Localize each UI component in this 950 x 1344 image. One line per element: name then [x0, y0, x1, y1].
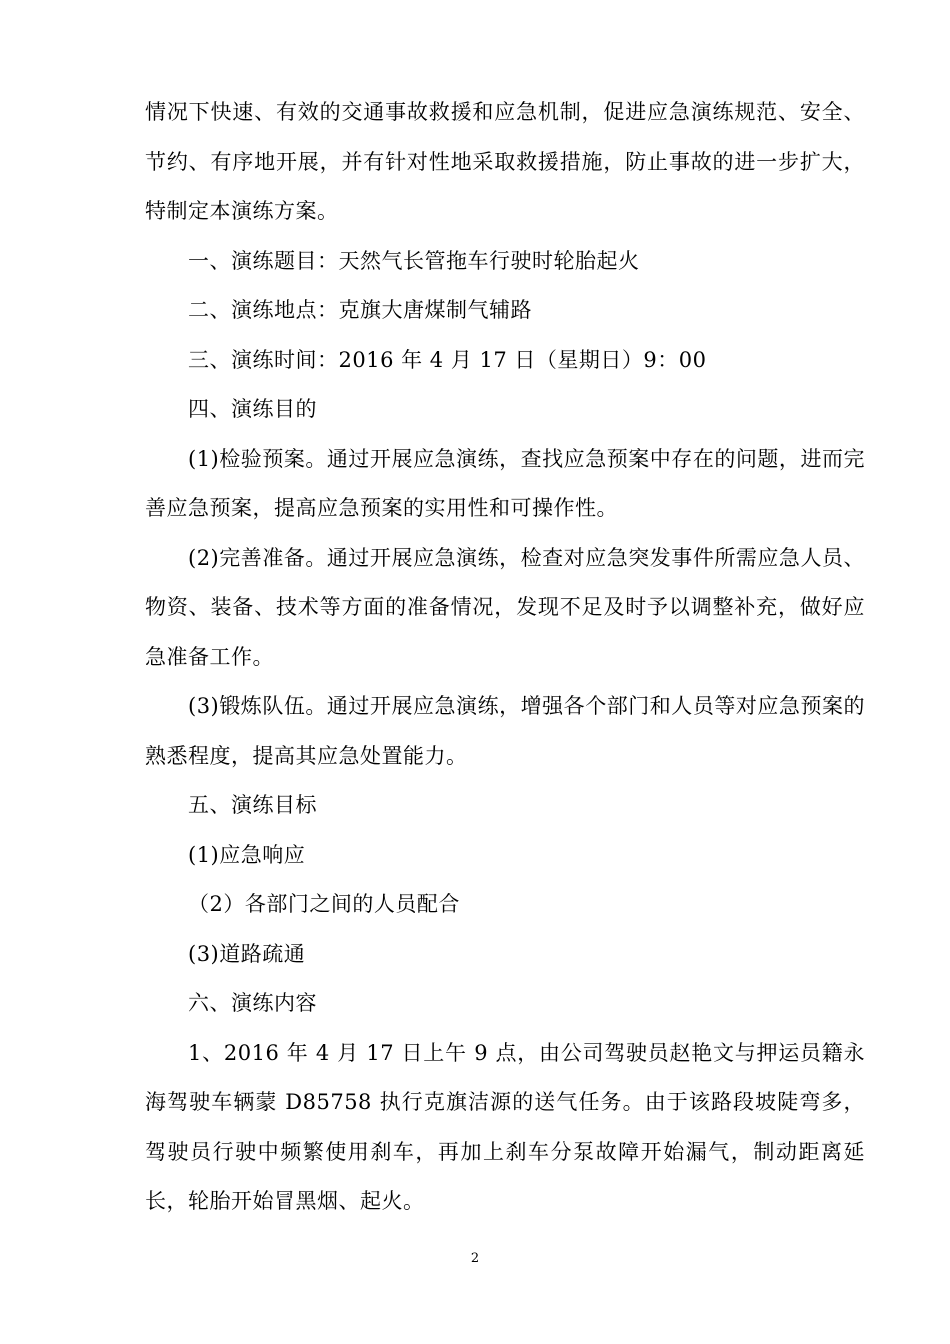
paragraph-goal-2: （2）各部门之间的人员配合	[188, 892, 460, 916]
paragraph-goal-1: (1)应急响应	[188, 842, 306, 867]
paragraph-drill-time: 三、演练时间：2016 年 4 月 17 日（星期日）9：00	[188, 347, 707, 372]
paragraph-goal-3: (3)道路疏通	[188, 941, 306, 966]
paragraph-purpose-2: (2)完善准备。通过开展应急演练，检查对应急突发事件所需应急人员、物资、装备、技术等方面的准备情况，发现不足及时予以调整补充，做好应急准备工作。	[145, 545, 865, 669]
heading-drill-goal: 五、演练目标	[188, 793, 317, 817]
heading-drill-purpose: 四、演练目的	[188, 397, 317, 421]
paragraph-content-1: 1、2016 年 4 月 17 日上午 9 点，由公司驾驶员赵艳文与押运员籍永海驾驶车辆蒙 D85758 执行克旗洁源的送气任务。由于该路段坡陡弯多，驾驶员行驶中频繁使用刹车，再加上刹车分泵故障开始漏气，制动距离延长，轮胎开始冒黑烟、起火。	[145, 1040, 865, 1213]
paragraph-intro-continuation: 情况下快速、有效的交通事故救援和应急机制，促进应急演练规范、安全、节约、有序地开展，并有针对性地采取救援措施，防止事故的进一步扩大，特制定本演练方案。	[145, 100, 865, 223]
paragraph-purpose-1: (1)检验预案。通过开展应急演练，查找应急预案中存在的问题，进而完善应急预案，提高应急预案的实用性和可操作性。	[145, 446, 865, 520]
page-number: 2	[470, 1251, 480, 1266]
paragraph-drill-topic: 一、演练题目：天然气长管拖车行驶时轮胎起火	[188, 248, 640, 273]
paragraph-drill-location: 二、演练地点：克旗大唐煤制气辅路	[188, 298, 532, 322]
document-body	[145, 88, 865, 1227]
heading-drill-content: 六、演练内容	[188, 991, 317, 1015]
paragraph-purpose-3: (3)锻炼队伍。通过开展应急演练，增强各个部门和人员等对应急预案的熟悉程度，提高其应急处置能力。	[145, 694, 865, 768]
